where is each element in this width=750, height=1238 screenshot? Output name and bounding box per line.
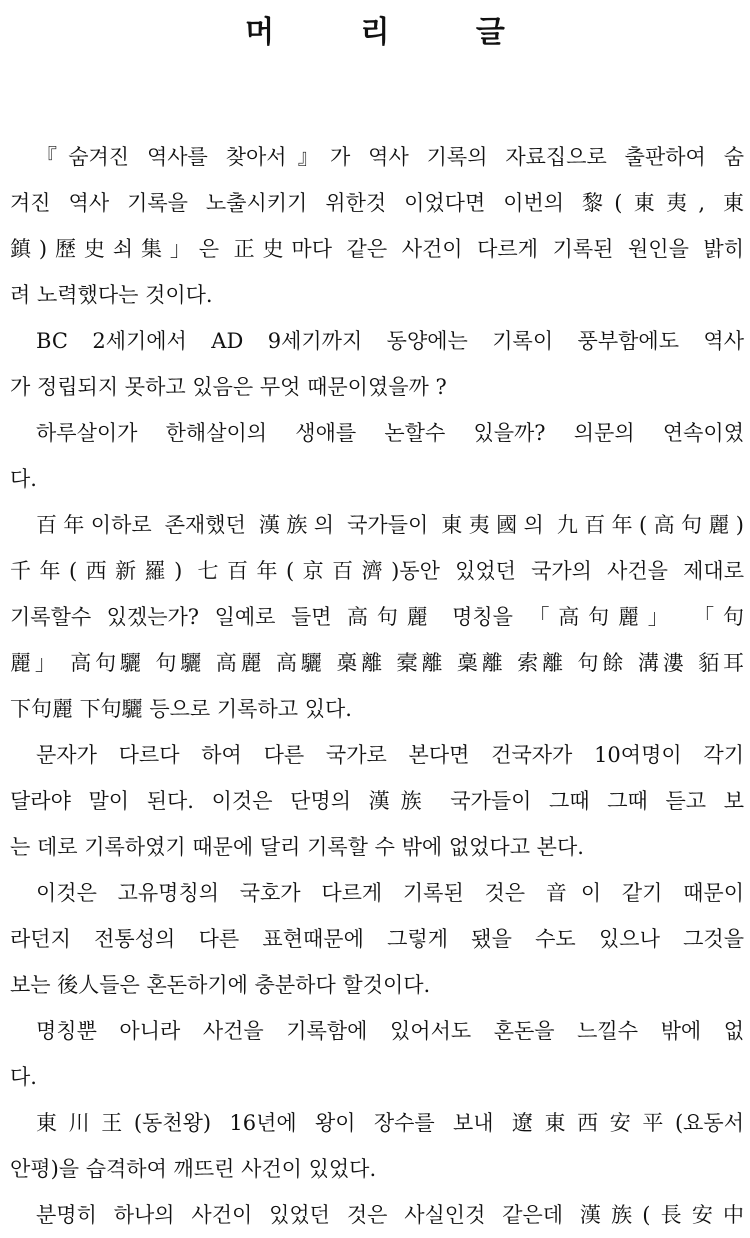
text-line: 하루살이가 한해살이의 생애를 논할수 있을까? 의문의 연속이였 — [36, 421, 744, 445]
text-line: 달라야 말이 된다. 이것은 단명의 漢族 국가들이 그때 그때 듣고 보 — [10, 789, 744, 813]
text-line: 명칭뿐 아니라 사건을 기록함에 있어서도 혼돈을 느낄수 밖에 없 — [36, 1019, 744, 1043]
text-line: 라던지 전통성의 다른 표현때문에 그렇게 됐을 수도 있으나 그것을 — [10, 927, 744, 951]
text-line: 麗」 高句驪 句驪 高麗 高驪 槀離 槖離 稾離 索離 句餘 溝漊 貊耳 — [10, 651, 744, 675]
text-line: 기록할수 있겠는가? 일예로 들면 高句麗 명칭을 「高句麗」 「句 — [10, 605, 744, 629]
text-line: 분명히 하나의 사건이 있었던 것은 사실인것 같은데 漢族(長安中 — [36, 1203, 744, 1227]
text-line: 千年(西新羅) 七百年(京百濟)동안 있었던 국가의 사건을 제대로 — [10, 559, 744, 583]
text-line: 鎮)歷史쇠集」은 正史마다 같은 사건이 다르게 기록된 원인을 밝히 — [10, 237, 744, 261]
text-line: 이것은 고유명칭의 국호가 다르게 기록된 것은 音이 같기 때문이 — [36, 881, 744, 905]
text-line: 안평)을 습격하여 깨뜨린 사건이 있었다. — [10, 1157, 377, 1181]
text-line: 는 데로 기록하였기 때문에 달리 기록할 수 밖에 없었다고 본다. — [10, 835, 584, 859]
text-line: 보는 後人들은 혼돈하기에 충분하다 할것이다. — [10, 973, 431, 997]
body-text — [10, 134, 744, 1238]
text-line: 百年이하로 존재했던 漢族의 국가들이 東夷國의 九百年(高句麗) — [36, 513, 744, 537]
text-line: 겨진 역사 기록을 노출시키기 위한것 이었다면 이번의 黎(東夷, 東 — [10, 191, 744, 215]
text-line: BC 2세기에서 AD 9세기까지 동양에는 기록이 풍부함에도 역사 — [36, 329, 744, 353]
text-line: 가 정립되지 못하고 있음은 무엇 때문이였을까 ? — [10, 375, 447, 399]
text-line: 東川王(동천왕) 16년에 왕이 장수를 보내 遼東西安平(요동서 — [36, 1111, 744, 1135]
text-line: 려 노력했다는 것이다. — [10, 283, 213, 307]
page-title: 머 리 글 — [245, 15, 543, 50]
text-line: 下句麗 下句驪 등으로 기록하고 있다. — [10, 697, 352, 721]
text-line: 문자가 다르다 하여 다른 국가로 본다면 건국자가 10여명이 각기 — [36, 743, 744, 767]
text-line: 다. — [10, 1065, 37, 1089]
text-line: 『숨겨진 역사를 찾아서』가 역사 기록의 자료집으로 출판하여 숨 — [36, 145, 744, 169]
text-line: 다. — [10, 467, 37, 491]
